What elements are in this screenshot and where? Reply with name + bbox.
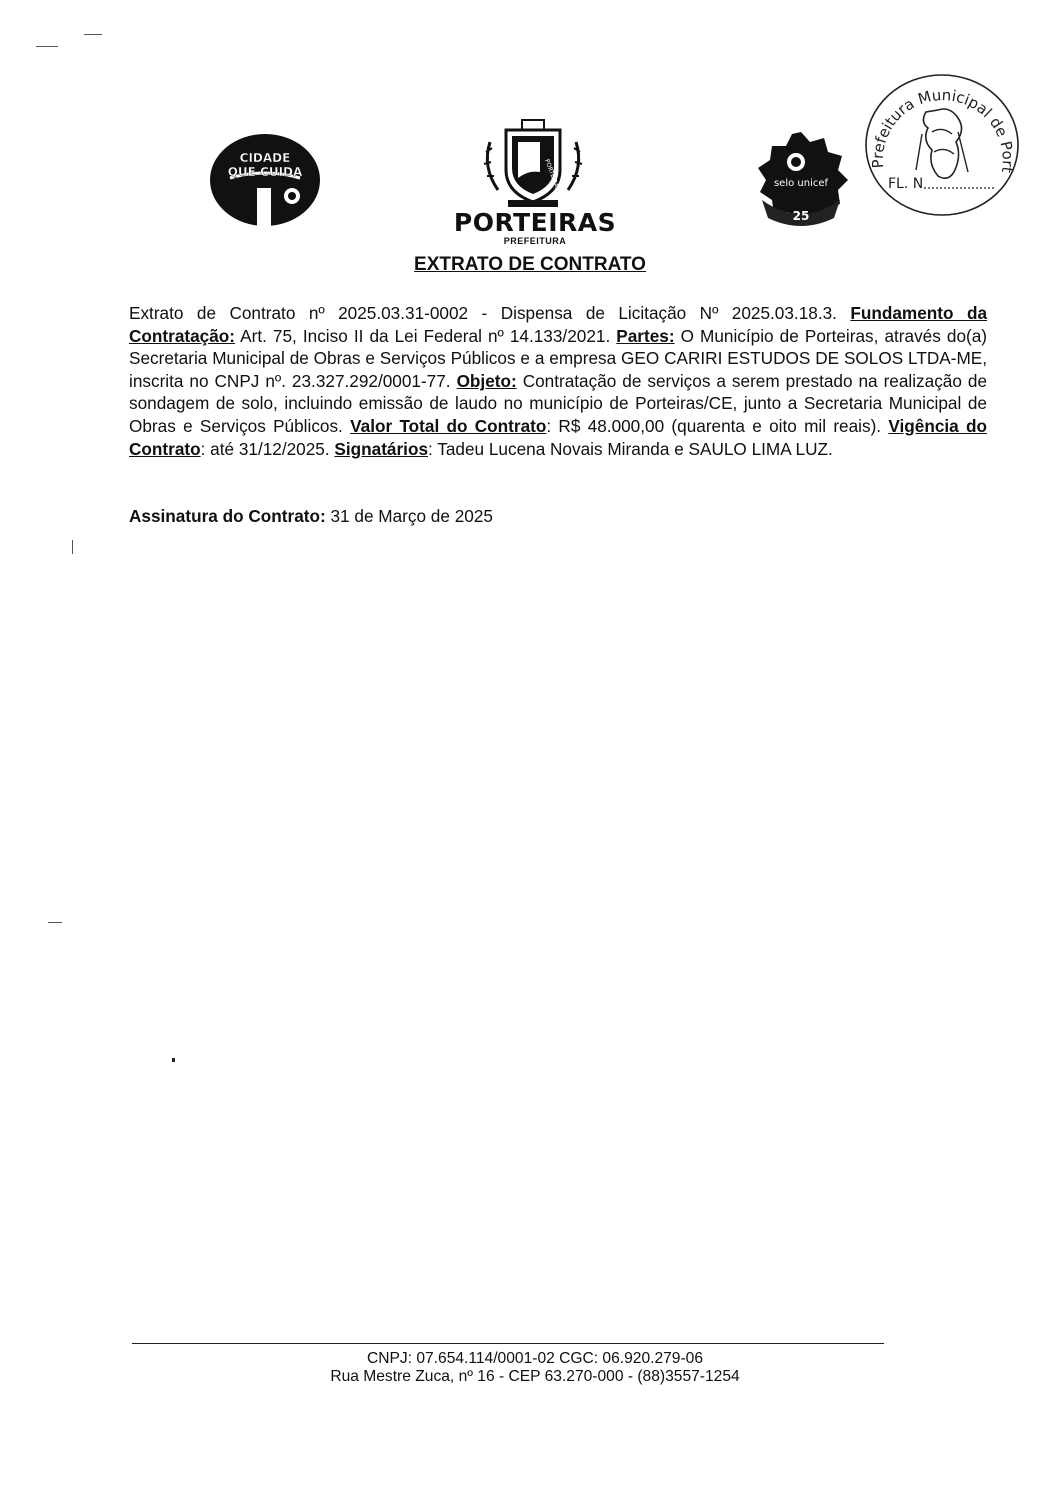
scan-speck xyxy=(36,46,58,47)
contract-intro: Extrato de Contrato nº 2025.03.31-0002 - Dispensa de Licitação Nº 2025.03.18.3. xyxy=(129,303,851,323)
label-signatarios: Signatários xyxy=(334,438,429,459)
valor-text: : R$ 48.000,00 (quarenta e oito mil reais). xyxy=(546,415,889,436)
selo-unicef-logo xyxy=(752,128,850,228)
svg-text:FL. N: FL. N xyxy=(888,176,924,192)
footer-cnpj: CNPJ: 07.654.114/0001-02 CGC: 06.920.279-06 xyxy=(366,1350,704,1367)
scan-speck xyxy=(72,540,73,554)
signatarios-text: : Tadeu Lucena Novais Miranda e SAULO LIMA LUZ. xyxy=(428,438,833,459)
label-objeto: Objeto: xyxy=(456,370,517,391)
svg-text:25: 25 xyxy=(792,209,810,223)
svg-text:PORTEIRAS: PORTEIRAS xyxy=(543,158,562,192)
svg-text:selo unicef: selo unicef xyxy=(773,178,829,189)
scan-speck xyxy=(48,922,62,923)
scan-speck xyxy=(84,34,102,35)
porteiras-coat-of-arms xyxy=(478,112,588,210)
objeto-text: Contratação de serviços a serem prestado na realização de sondagem de solo, incluindo emissão de laudo no município de Porteiras/CE, junto a Secretaria Municipal de Obras e Serviços Públicos. xyxy=(129,370,988,436)
municipal-stamp xyxy=(862,72,1020,218)
contract-extract-paragraph xyxy=(129,302,987,460)
svg-text:CIDADE: CIDADE xyxy=(239,151,291,165)
label-partes: Partes: xyxy=(616,325,675,346)
signature-date: 31 de Março de 2025 xyxy=(325,506,493,526)
scan-speck xyxy=(172,1058,175,1062)
brand-subtitle: PREFEITURA xyxy=(503,236,567,246)
partes-text: O Município de Porteiras, através do(a) Secretaria Municipal de Obras e Serviços Públicos e a empresa GEO CARIRI ESTUDOS DE SOLOS LTDA-ME, inscrita no CNPJ nº. 23.327.292/0001-77. xyxy=(129,325,988,391)
vigencia-text: : até 31/12/2025. xyxy=(200,438,335,459)
svg-text:Prefeitura Municipal de Portei: Prefeitura Municipal de Port xyxy=(868,85,1017,175)
signature-date-line xyxy=(129,506,493,527)
cidade-que-cuida-logo xyxy=(208,130,323,228)
signature-label: Assinatura do Contrato: xyxy=(129,506,326,526)
footer-address: Rua Mestre Zuca, nº 16 - CEP 63.270-000 - (88)3557-1254 xyxy=(330,1368,740,1385)
label-valor-total: Valor Total do Contrato xyxy=(350,415,547,436)
document-title: EXTRATO DE CONTRATO xyxy=(414,254,646,275)
label-vigencia: Vigência do Contrato xyxy=(129,415,988,459)
brand-name: PORTEIRAS xyxy=(453,208,617,237)
svg-text:QUE CUIDA: QUE CUIDA xyxy=(227,165,303,179)
label-fundamento: Fundamento da Contratação: xyxy=(129,303,987,346)
fundamento-text: Art. 75, Inciso II da Lei Federal nº 14.133/2021. xyxy=(235,325,617,346)
footer-divider xyxy=(132,1343,884,1344)
